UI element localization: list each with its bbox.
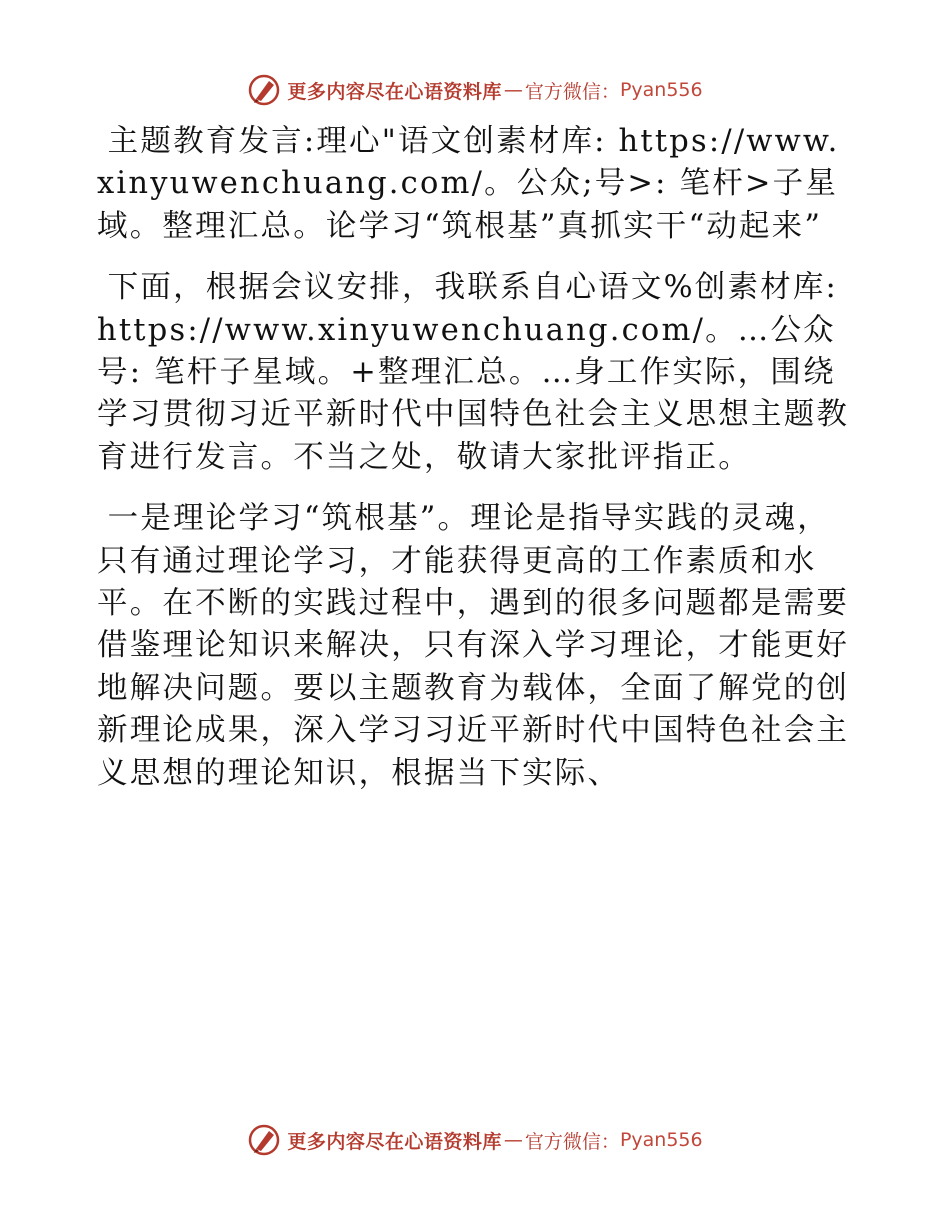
banner-wechat-id: Pyan556 bbox=[619, 1129, 703, 1151]
banner-wechat-label: 官方微信： bbox=[524, 80, 620, 103]
document-body bbox=[97, 121, 857, 814]
banner-separator: — bbox=[503, 1129, 523, 1151]
banner-text: 更多内容尽在心语资料库 bbox=[287, 1130, 502, 1153]
paragraph-title: 主题教育发言:理心"语文创素材库: https://www.xinyuwenchuang.com/。公众;号>: 笔杆>子星域。整理汇总。论学习“筑根基”真抓实干“动起来” bbox=[97, 124, 840, 244]
footer-banner bbox=[0, 1120, 950, 1160]
pen-logo-icon bbox=[247, 73, 281, 107]
header-banner bbox=[0, 70, 950, 110]
banner-wechat-label: 官方微信： bbox=[524, 1130, 620, 1153]
paragraph-intro: 下面，根据会议安排，我联系自心语文%创素材库: https://www.xinyuwenchuang.com/。…公众号: 笔杆子星域。+整理汇总。…身工作实际，围绕学习贯彻习近平新时代中国特色社会主义思想主题教育进行发言。不当之处，敬请大家批评指正。 bbox=[97, 270, 850, 475]
banner-text: 更多内容尽在心语资料库 bbox=[287, 80, 502, 103]
paragraph-point-one: 一是理论学习“筑根基”。理论是指导实践的灵魂，只有通过理论学习，才能获得更高的工作素质和水平。在不断的实践过程中，遇到的很多问题都是需要借鉴理论知识来解决，只有深入学习理论，才能更好地解决问题。要以主题教育为载体，全面了解党的创新理论成果，深入学习习近平新时代中国特色社会主义思想的理论知识，根据当下实际、 bbox=[97, 501, 850, 791]
pen-logo-icon bbox=[247, 1123, 281, 1157]
banner-separator: — bbox=[503, 79, 523, 101]
banner-wechat-id: Pyan556 bbox=[619, 79, 703, 101]
